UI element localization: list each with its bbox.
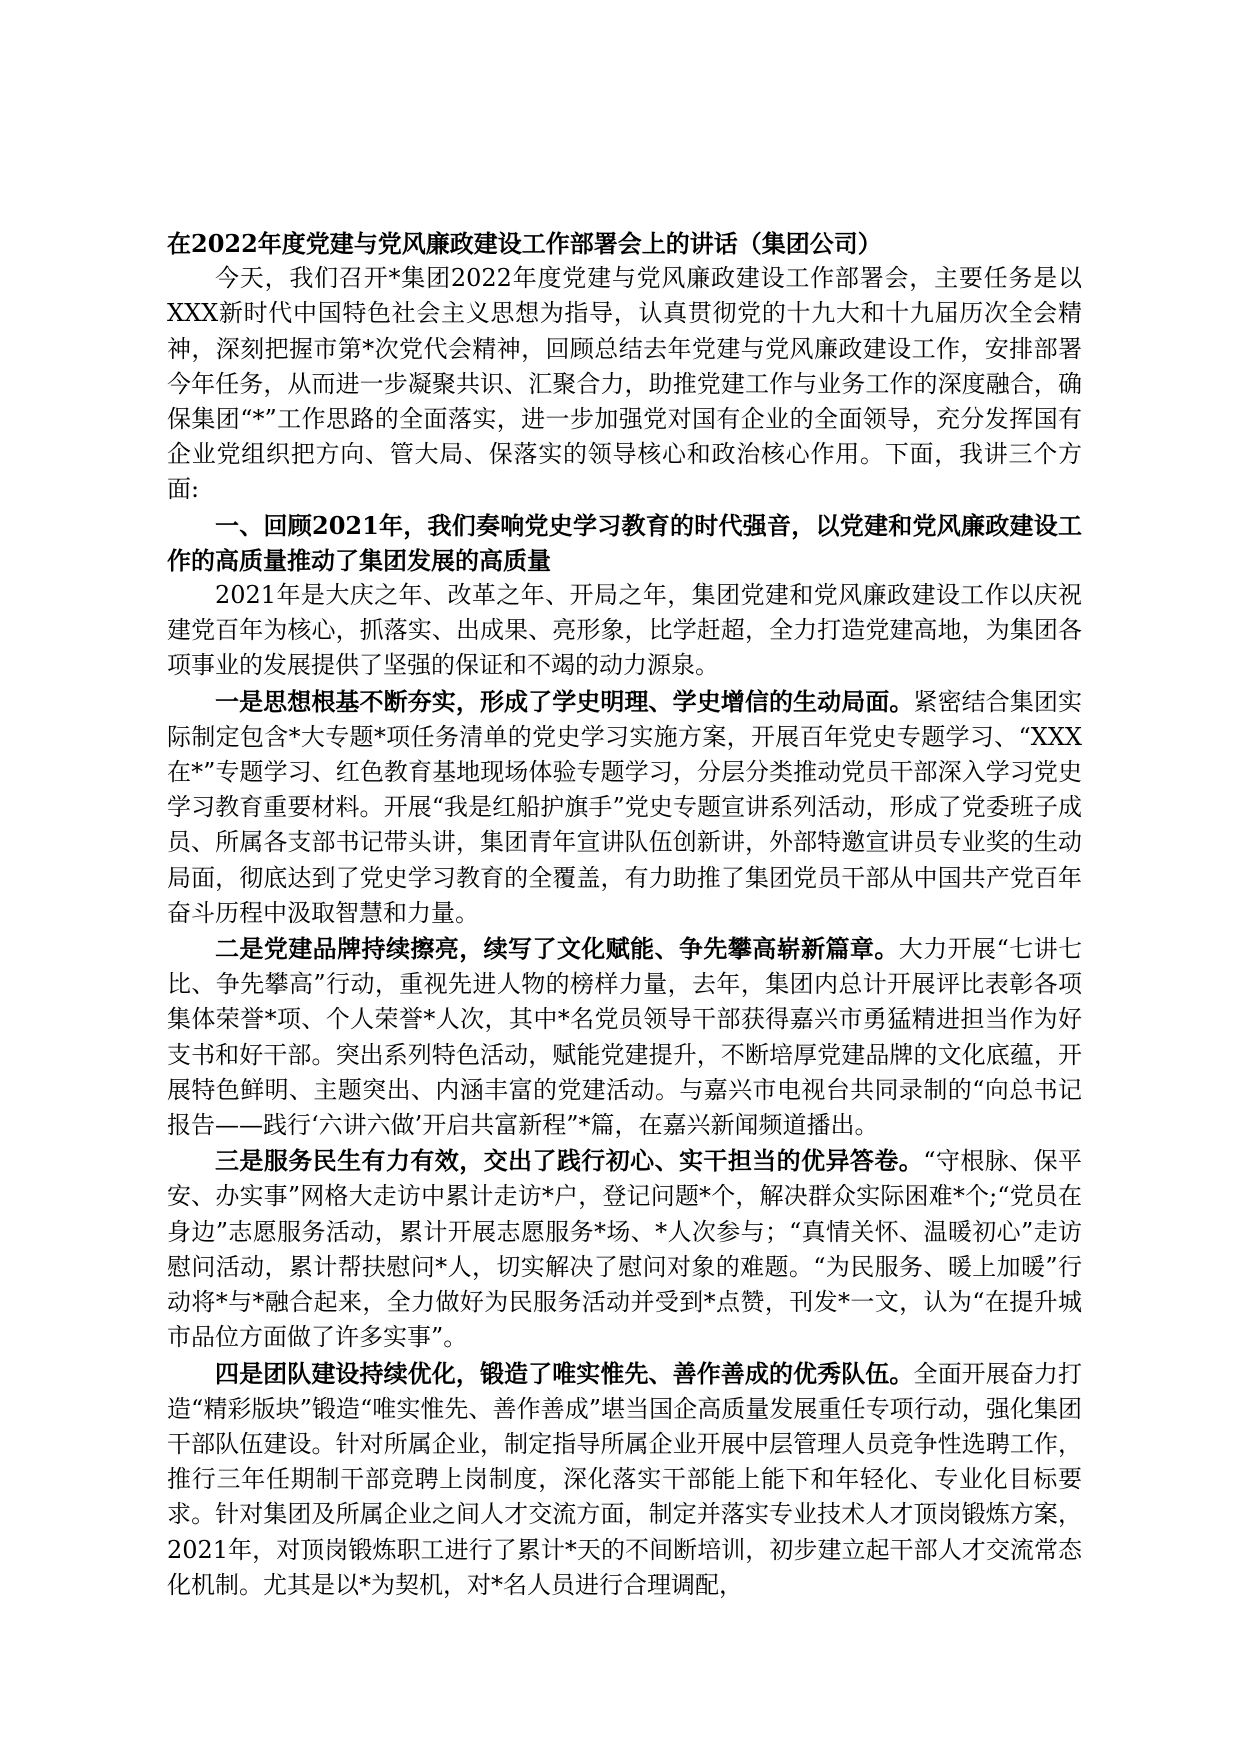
point-body-4: 全面开展奋力打造“精彩版块”锻造“唯实惟先、善作善成”堪当国企高质量发展重任专项行动，强化集团干部队伍建设。针对所属企业，制定指导所属企业开展中层管理人员竞争性选聘工作，推行三年任期制干部竞聘上岗制度，深化落实干部能上能下和年轻化、专业化目标要求。针对集团及所属企业之间人才交流方面，制定并落实专业技术人才顶岗锻炼方案，2021年，对顶岗锻炼职工进行了累计*天的不间断培训，初步建立起干部人才交流常态化机制。尤其是以*为契机，对*名人员进行合理调配， xyxy=(167,1359,1082,1599)
document-body xyxy=(167,226,1082,1603)
point-body-1: 紧密结合集团实际制定包含*大专题*项任务清单的党史学习实施方案，开展百年党史专题学习、“XXX在*”专题学习、红色教育基地现场体验专题学习，分层分类推动党员干部深入学习党史学习教育重要材料。开展“我是红船护旗手”党史专题宣讲系列活动，形成了党委班子成员、所属各支部书记带头讲，集团青年宣讲队伍创新讲，外部特邀宣讲员专业奖的生动局面，彻底达到了党史学习教育的全覆盖，有力助推了集团党员干部从中国共产党百年奋斗历程中汲取智慧和力量。 xyxy=(167,687,1082,927)
point-paragraph-4 xyxy=(167,1356,1082,1603)
point-lead-4: 四是团队建设持续优化，锻造了唯实惟先、善作善成的优秀队伍。 xyxy=(215,1358,914,1388)
point-paragraph-3 xyxy=(167,1143,1082,1355)
point-lead-1: 一是思想根基不断夯实，形成了学史明理、学史增信的生动局面。 xyxy=(215,686,914,716)
intro-paragraph: 今天，我们召开*集团2022年度党建与党风廉政建设工作部署会，主要任务是以XXX新时代中国特色社会主义思想为指导，认真贯彻党的十九大和十九届历次全会精神，深刻把握市第*次党代会精神，回顾总结去年党建与党风廉政建设工作，安排部署今年任务，从而进一步凝聚共识、汇聚合力，助推党建工作与业务工作的深度融合，确保集团“*”工作思路的全面落实，进一步加强党对国有企业的全面领导，充分发挥国有企业党组织把方向、管大局、保落实的领导核心和政治核心作用。下面，我讲三个方面: xyxy=(167,264,1082,504)
section-heading-1: 一、回顾2021年，我们奏响党史学习教育的时代强音，以党建和党风廉政建设工作的高质量推动了集团发展的高质量 xyxy=(167,510,1082,575)
point-paragraph-1 xyxy=(167,684,1082,931)
point-lead-2: 二是党建品牌持续擦亮，续写了文化赋能、争先攀高崭新篇章。 xyxy=(215,934,899,964)
point-body-3: “守根脉、保平安、办实事”网格大走访中累计走访*户，登记问题*个，解决群众实际困难*个;“党员在身边”志愿服务活动，累计开展志愿服务*场、*人次参与；“真情关怀、温暖初心”走访慰问活动，累计帮扶慰问*人，切实解决了慰问对象的难题。“为民服务、暖上加暖”行动将*与*融合起来，全力做好为民服务活动并受到*点赞，刊发*一文，认为“在提升城市品位方面做了许多实事”。 xyxy=(167,1147,1082,1352)
document-title: 在2022年度党建与党风廉政建设工作部署会上的讲话（集团公司） xyxy=(167,229,882,258)
point-paragraph-2 xyxy=(167,931,1082,1143)
point-body-2: 大力开展“七讲七比、争先攀高”行动，重视先进人物的榜样力量，去年，集团内总计开展评比表彰各项集体荣誉*项、个人荣誉*人次，其中*名党员领导干部获得嘉兴市勇猛精进担当作为好支书和好干部。突出系列特色活动，赋能党建提升，不断培厚党建品牌的文化底蕴，开展特色鲜明、主题突出、内涵丰富的党建活动。与嘉兴市电视台共同录制的“向总书记报告——践行‘六讲六做’开启共富新程”*篇，在嘉兴新闻频道播出。 xyxy=(167,935,1082,1140)
point-lead-3: 三是服务民生有力有效，交出了践行初心、实干担当的优异答卷。 xyxy=(215,1146,924,1176)
section-summary-paragraph: 2021年是大庆之年、改革之年、开局之年，集团党建和党风廉政建设工作以庆祝建党百年为核心，抓落实、出成果、亮形象，比学赶超，全力打造党建高地，为集团各项事业的发展提供了坚强的保证和不竭的动力源泉。 xyxy=(167,581,1082,680)
